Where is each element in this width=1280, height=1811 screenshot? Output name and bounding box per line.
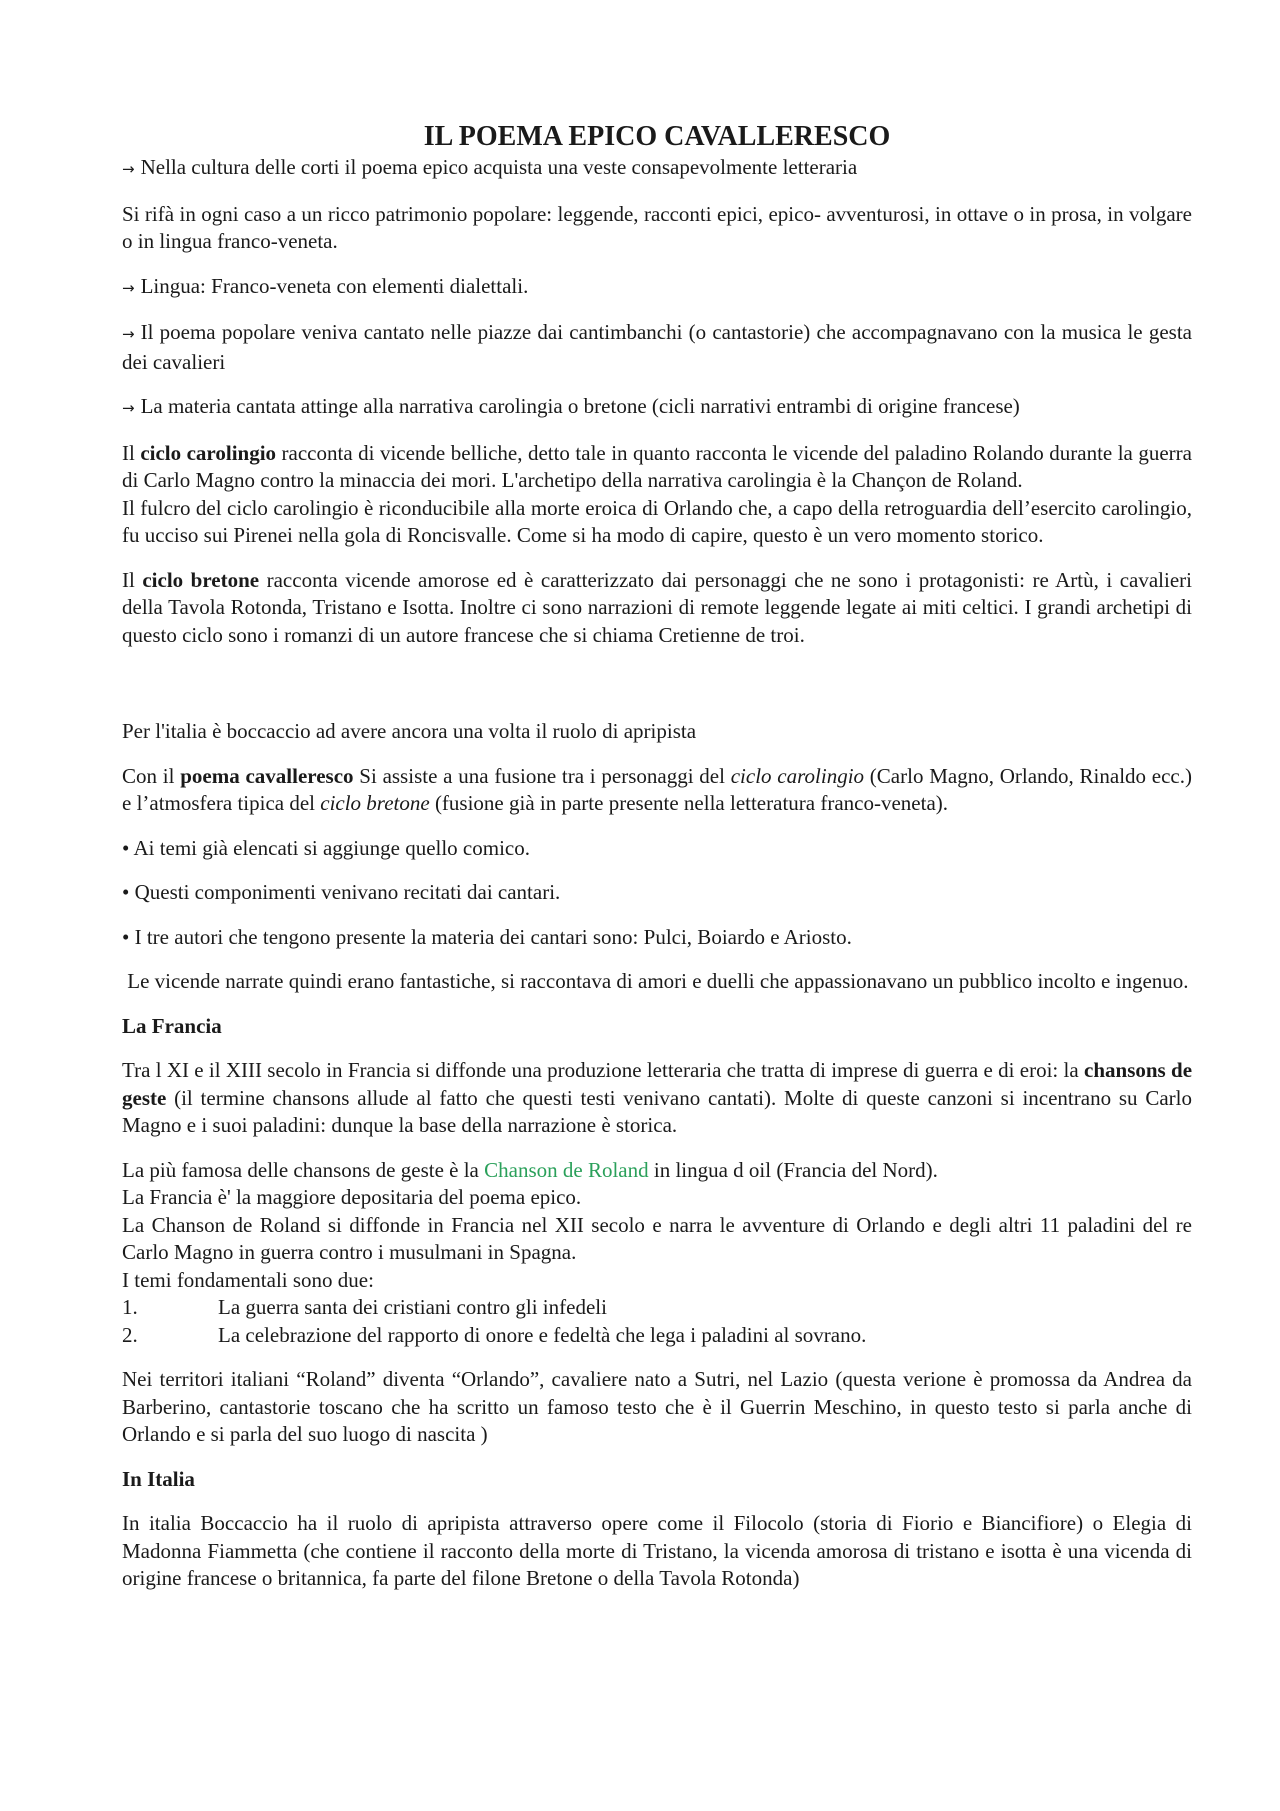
carolingio-paragraph: Il ciclo carolingio racconta di vicende belliche, detto tale in quanto racconta le vicende del paladino Rolando durante la guerra di Carlo Magno contro la minaccia dei mori. L'archetipo della narrativa carolingia è la Chançon de Roland.: [122, 440, 1192, 492]
intro-paragraph-5: → La materia cantata attinge alla narrativa carolingia o bretone (cicli narrativi entrambi di origine francese): [122, 394, 1020, 418]
intro-paragraph-1: → Nella cultura delle corti il poema epico acquista una veste consapevolmente letteraria: [122, 155, 858, 179]
italia-paragraph-1: In italia Boccaccio ha il ruolo di apripista attraverso opere come il Filocolo (storia di Fiorio e Biancifiore) o Elegia di Madonna Fiammetta (che contiene il racconto della morte di Tristano, la vicenda amorosa di tristano e isotta è una vicenda di origine francese o britannica, fa parte del filone Bretone o della Tavola Rotonda): [122, 1511, 1192, 1590]
document-body: [122, 120, 1192, 1610]
cavalleresco-term: poema cavalleresco: [180, 763, 354, 788]
intro-paragraph-3: → Lingua: Franco-veneta con elementi dialettali.: [122, 273, 529, 298]
intro-paragraph-4: → Il poema popolare veniva cantato nelle piazze dai cantimbanchi (o cantastorie) che accompagnavano con la musica le gesta dei cavalieri: [122, 320, 1192, 374]
spacer: [122, 666, 1192, 718]
vicende-paragraph: Le vicende narrate quindi erano fantastiche, si raccontava di amori e duelli che appassionavano un pubblico incolto e ingenuo.: [122, 969, 1189, 993]
cavalleresco-paragraph: Con il poema cavalleresco Si assiste a una fusione tra i personaggi del ciclo carolingio (Carlo Magno, Orlando, Rinaldo ecc.) e l’atmosfera tipica del ciclo bretone (fusione già in parte presente nella letteratura franco-veneta).: [122, 763, 1192, 815]
page-title: IL POEMA EPICO CAVALLERESCO: [423, 121, 891, 152]
arrow-icon: →: [122, 399, 135, 417]
section-heading-francia: La Francia: [122, 1013, 222, 1038]
section-heading-italia: In Italia: [122, 1466, 195, 1491]
chansons-term: chansons de geste: [122, 1058, 1193, 1110]
bretone-term: ciclo bretone: [142, 567, 260, 592]
francia-paragraph-6: Nei territori italiani “Roland” diventa “Orlando”, cavaliere nato a Sutri, nel Lazio (questa verione è promossa da Andrea da Barberino, cantastorie toscano che ha scritto un famoso testo che è il Guerrin Meschino, in questo testo si parla anche di Orlando e si parla del suo luogo di nascita ): [122, 1367, 1192, 1446]
chanson-de-roland-link[interactable]: Chanson de Roland: [484, 1157, 649, 1182]
italia-intro-paragraph: Per l'italia è boccaccio ad avere ancora una volta il ruolo di apripista: [122, 719, 697, 743]
bullet-item: • Ai temi già elencati si aggiunge quello comico.: [122, 835, 530, 860]
francia-paragraph-2: La più famosa delle chansons de geste è la Chanson de Roland in lingua d oil (Francia del Nord).: [122, 1157, 938, 1182]
arrow-icon: →: [122, 278, 135, 297]
bullet-item: • I tre autori che tengono presente la materia dei cantari sono: Pulci, Boiardo e Ariosto.: [122, 924, 852, 949]
bretone-paragraph: Il ciclo bretone racconta vicende amorose ed è caratterizzato dai personaggi che ne sono i protagonisti: re Artù, i cavalieri della Tavola Rotonda, Tristano e Isotta. Inoltre ci sono narrazioni di remote leggende legate ai miti celtici. I grandi archetipi di questo ciclo sono i romanzi di un autore francese che si chiama Cretienne de troi.: [122, 567, 1193, 647]
list-item: 1. La guerra santa dei cristiani contro gli infedeli: [122, 1295, 607, 1319]
carolingio-term: ciclo carolingio: [140, 440, 277, 465]
arrow-icon: →: [122, 325, 135, 343]
francia-paragraph-5: I temi fondamentali sono due:: [122, 1267, 374, 1292]
temi-list: [122, 1294, 1192, 1349]
francia-paragraph-4: La Chanson de Roland si diffonde in Francia nel XII secolo e narra le avventure di Orlando e degli altri 11 paladini del re Carlo Magno in guerra contro i musulmani in Spagna.: [122, 1212, 1192, 1264]
intro-paragraph-2: Si rifà in ogni caso a un ricco patrimonio popolare: leggende, racconti epici, epico- avventurosi, in ottave o in prosa, in volgare o in lingua franco-veneta.: [122, 201, 1192, 253]
list-item: 2. La celebrazione del rapporto di onore e fedeltà che lega i paladini al sovrano.: [122, 1322, 867, 1347]
bullet-item: • Questi componimenti venivano recitati dai cantari.: [122, 880, 561, 904]
arrow-icon: →: [122, 160, 135, 178]
francia-paragraph-1: Tra l XI e il XIII secolo in Francia si diffonde una produzione letteraria che tratta di imprese di guerra e di eroi: la chansons de geste (il termine chansons allude al fatto che questi testi venivano cantati). Molte di queste canzoni si incentrano su Carlo Magno e i suoi paladini: dunque la base della narrazione è storica.: [122, 1058, 1193, 1137]
carolingio-paragraph-2: Il fulcro del ciclo carolingio è riconducibile alla morte eroica di Orlando che, a capo della retroguardia dell’esercito carolingio, fu ucciso sui Pirenei nella gola di Roncisvalle. Come si ha modo di capire, questo è un vero momento storico.: [122, 495, 1192, 547]
francia-paragraph-3: La Francia è' la maggiore depositaria del poema epico.: [122, 1185, 582, 1209]
